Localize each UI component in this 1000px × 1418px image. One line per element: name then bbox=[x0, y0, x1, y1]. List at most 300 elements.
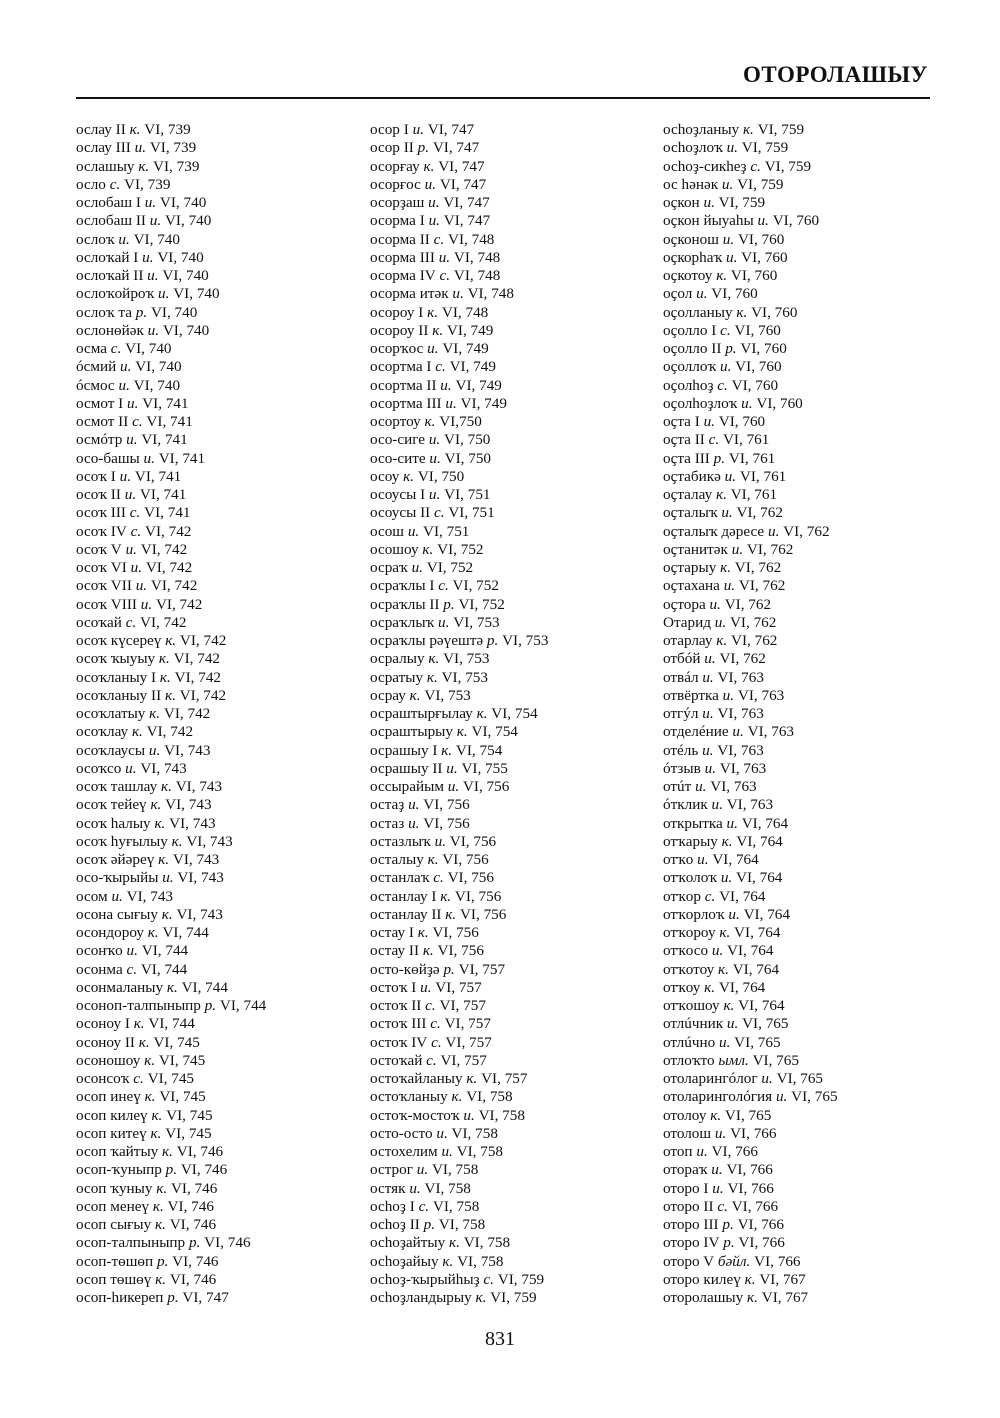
entry-headword: осраштырғылау bbox=[370, 705, 473, 722]
entry-headword: ослашыу bbox=[76, 157, 135, 175]
entry-grammar-label: р. bbox=[417, 139, 430, 157]
entry-headword: оҫтора bbox=[663, 595, 706, 613]
entry-grammar-label: с. bbox=[708, 431, 720, 449]
entry-headword: осоҡсо bbox=[76, 759, 122, 777]
entry-grammar-label: и. bbox=[147, 267, 159, 284]
index-entry bbox=[76, 778, 376, 796]
entry-headword: отлúчник bbox=[663, 1015, 724, 1033]
entry-headword: остоҡайланыу bbox=[370, 1070, 463, 1087]
index-entry bbox=[370, 158, 670, 176]
entry-grammar-label: и. bbox=[440, 376, 452, 394]
entry-grammar-label: с. bbox=[130, 522, 142, 540]
index-column-3 bbox=[663, 121, 963, 1307]
entry-headword: ослау II bbox=[76, 121, 126, 138]
entry-grammar-label: и. bbox=[429, 449, 441, 467]
entry-reference: VI, 749 bbox=[449, 358, 496, 376]
entry-reference: VI, 739 bbox=[124, 175, 171, 193]
entry-reference: VI, 759 bbox=[718, 194, 766, 211]
index-entry bbox=[76, 1070, 376, 1088]
index-entry bbox=[370, 322, 670, 340]
entry-headword: отоларинголóгия bbox=[663, 1088, 773, 1106]
entry-reference: VI, 744 bbox=[141, 942, 189, 960]
entry-headword: отúт bbox=[663, 778, 692, 795]
entry-grammar-label: и. bbox=[725, 248, 738, 266]
index-entry bbox=[370, 1107, 670, 1125]
index-entry bbox=[76, 705, 376, 723]
index-entry bbox=[76, 596, 376, 614]
entry-headword: осоҡ ташлау bbox=[76, 778, 158, 795]
entry-reference: VI, 759 bbox=[757, 121, 805, 138]
index-entry bbox=[76, 413, 376, 431]
entry-reference: VI, 759 bbox=[490, 1289, 537, 1306]
entry-headword: оҫолланыу bbox=[663, 303, 733, 321]
index-entry bbox=[370, 395, 670, 413]
index-entry bbox=[370, 961, 670, 979]
entry-headword: оҫта II bbox=[663, 431, 705, 449]
index-entry bbox=[76, 669, 376, 687]
entry-reference: VI, 763 bbox=[710, 778, 757, 795]
index-entry bbox=[370, 1125, 670, 1143]
index-entry bbox=[76, 1198, 376, 1216]
index-entry bbox=[370, 687, 670, 705]
entry-reference: VI, 742 bbox=[150, 577, 198, 595]
entry-headword: отоп bbox=[663, 1143, 693, 1160]
entry-headword: осоҡланыу II bbox=[76, 686, 162, 704]
entry-reference: VI, 743 bbox=[164, 741, 211, 759]
entry-grammar-label: к. bbox=[166, 978, 178, 996]
entry-reference: VI, 762 bbox=[724, 595, 772, 613]
entry-grammar-label: и. bbox=[445, 394, 457, 412]
index-entry bbox=[76, 1180, 376, 1198]
entry-headword: оҫкон bbox=[663, 194, 700, 211]
index-entry bbox=[76, 614, 376, 632]
entry-reference: VI, 744 bbox=[140, 960, 188, 978]
entry-grammar-label: к. bbox=[150, 796, 162, 814]
entry-grammar-label: и. bbox=[731, 540, 744, 558]
entry-reference: VI, 743 bbox=[172, 851, 220, 868]
entry-grammar-label: и. bbox=[118, 376, 130, 394]
entry-reference: VI, 763 bbox=[717, 705, 764, 722]
entry-headword: остяк bbox=[370, 1179, 406, 1197]
entry-grammar-label: и. bbox=[757, 212, 769, 230]
entry-headword: осорма III bbox=[370, 248, 435, 266]
entry-grammar-label: и. bbox=[721, 504, 733, 522]
entry-grammar-label: к. bbox=[466, 1070, 478, 1087]
entry-headword: отоpo III bbox=[663, 1216, 719, 1233]
entry-grammar-label: и. bbox=[702, 741, 714, 759]
entry-headword: осорғау bbox=[370, 157, 420, 175]
entry-reference: VI, 742 bbox=[140, 613, 187, 631]
entry-grammar-label: к. bbox=[716, 267, 728, 284]
entry-grammar-label: р. bbox=[156, 1252, 169, 1270]
entry-reference: VI, 758 bbox=[424, 1179, 471, 1197]
entry-reference: VI, 745 bbox=[153, 1033, 200, 1051]
entry-headword: осһоҙ-сикһеҙ bbox=[663, 157, 747, 175]
entry-reference: VI, 756 bbox=[449, 832, 497, 850]
entry-grammar-label: к. bbox=[161, 905, 173, 923]
entry-reference: VI, 742 bbox=[179, 686, 227, 704]
entry-reference: VI, 744 bbox=[162, 924, 209, 941]
index-entry bbox=[370, 176, 670, 194]
entry-reference: VI, 748 bbox=[441, 303, 489, 321]
entry-headword: оҫол bbox=[663, 285, 693, 303]
entry-reference: VI, 763 bbox=[717, 668, 764, 686]
entry-reference: VI, 741 bbox=[139, 486, 187, 503]
entry-headword: ослоҡ та bbox=[76, 303, 132, 321]
entry-reference: VI, 759 bbox=[737, 175, 784, 193]
index-entry bbox=[370, 778, 670, 796]
index-entry bbox=[663, 924, 963, 942]
index-entry bbox=[663, 1234, 963, 1252]
entry-grammar-label: и. bbox=[126, 942, 138, 960]
entry-grammar-label: к. bbox=[164, 686, 176, 704]
entry-grammar-label: и. bbox=[463, 1106, 475, 1124]
entry-reference: VI, 757 bbox=[435, 978, 482, 996]
entry-headword: осоҡай bbox=[76, 613, 122, 631]
entry-grammar-label: и. bbox=[142, 248, 154, 266]
entry-grammar-label: с. bbox=[750, 157, 761, 175]
index-entry bbox=[76, 1216, 376, 1234]
index-entry bbox=[370, 1088, 670, 1106]
index-entry bbox=[370, 632, 670, 650]
entry-reference: VI, 745 bbox=[166, 1106, 213, 1124]
index-entry bbox=[76, 340, 376, 358]
entry-reference: VI, 764 bbox=[738, 997, 785, 1014]
entry-grammar-label: к. bbox=[162, 1143, 173, 1160]
index-entry bbox=[663, 942, 963, 960]
entry-headword: осһоҙ II bbox=[370, 1216, 420, 1233]
entry-headword: осоноу I bbox=[76, 1015, 130, 1033]
index-entry bbox=[76, 961, 376, 979]
entry-reference: VI, 751 bbox=[423, 522, 470, 540]
index-entry bbox=[370, 358, 670, 376]
entry-reference: VI, 751 bbox=[444, 486, 491, 503]
entry-reference: VI, 764 bbox=[727, 942, 774, 960]
index-entry bbox=[76, 833, 376, 851]
entry-headword: отоларингóлог bbox=[663, 1070, 758, 1087]
entry-reference: VI, 742 bbox=[145, 559, 193, 576]
index-entry bbox=[76, 815, 376, 833]
index-entry bbox=[370, 1253, 670, 1271]
entry-reference: VI, 760 bbox=[751, 303, 798, 321]
entry-grammar-label: с. bbox=[126, 960, 138, 978]
entry-headword: ослоҡай I bbox=[76, 248, 139, 266]
entry-headword: оҫолһоҙ bbox=[663, 376, 714, 394]
entry-grammar-label: к. bbox=[424, 413, 436, 430]
index-entry bbox=[76, 760, 376, 778]
entry-grammar-label: к. bbox=[158, 650, 170, 668]
entry-grammar-label: и. bbox=[416, 1161, 429, 1179]
entry-grammar-label: и. bbox=[724, 467, 737, 485]
entry-grammar-label: и. bbox=[718, 1033, 731, 1051]
entry-headword: осоп сығыу bbox=[76, 1216, 152, 1233]
index-entry bbox=[370, 869, 670, 887]
entry-reference: VI, 745 bbox=[158, 1051, 206, 1069]
index-entry bbox=[663, 194, 963, 212]
index-entry bbox=[663, 1107, 963, 1125]
index-entry bbox=[76, 212, 376, 230]
entry-reference: VI, 749 bbox=[455, 376, 502, 394]
entry-headword: осорҙаш bbox=[370, 194, 425, 211]
index-entry bbox=[76, 1253, 376, 1271]
index-entry bbox=[370, 833, 670, 851]
entry-reference: VI, 750 bbox=[444, 431, 491, 449]
entry-reference: VI, 752 bbox=[458, 595, 505, 613]
index-entry bbox=[76, 1034, 376, 1052]
entry-reference: VI, 758 bbox=[463, 1234, 511, 1252]
entry-reference: VI, 761 bbox=[722, 431, 770, 449]
entry-headword: оҫконош bbox=[663, 230, 719, 248]
index-entry bbox=[76, 1125, 376, 1143]
entry-headword: оҫта I bbox=[663, 413, 700, 430]
entry-grammar-label: с. bbox=[717, 376, 728, 394]
index-entry bbox=[663, 997, 963, 1015]
entry-reference: VI, 760 bbox=[772, 212, 820, 230]
entry-headword: осоноп-талпыныпр bbox=[76, 997, 201, 1014]
entry-reference: VI, 760 bbox=[718, 413, 766, 430]
index-entry bbox=[370, 924, 670, 942]
entry-reference: VI, 743 bbox=[169, 814, 216, 832]
entry-reference: VI, 765 bbox=[724, 1106, 772, 1124]
index-entry bbox=[663, 395, 963, 413]
index-entry bbox=[76, 395, 376, 413]
entry-headword: осорғос bbox=[370, 175, 421, 193]
entry-reference: VI, 758 bbox=[457, 1252, 504, 1270]
entry-headword: осһоҙайтыу bbox=[370, 1234, 446, 1252]
header-rule bbox=[76, 97, 930, 99]
entry-reference: VI, 754 bbox=[491, 705, 538, 722]
index-entry bbox=[663, 541, 963, 559]
entry-grammar-label: и. bbox=[436, 1124, 448, 1142]
index-entry bbox=[76, 523, 376, 541]
running-head: ОТОРОЛАШЫУ bbox=[743, 62, 928, 87]
entry-headword: осоношоу bbox=[76, 1051, 141, 1069]
entry-grammar-label: бәйл. bbox=[717, 1252, 751, 1270]
entry-headword: осһоҙ-ҡырыйһыҙ bbox=[370, 1270, 480, 1288]
entry-reference: VI, 756 bbox=[423, 796, 470, 814]
entry-headword: осоп китеү bbox=[76, 1124, 147, 1142]
entry-grammar-label: к. bbox=[165, 632, 177, 649]
index-entry bbox=[76, 796, 376, 814]
entry-headword: осһоҙлоҡ bbox=[663, 139, 723, 157]
entry-reference: VI, 758 bbox=[456, 1143, 504, 1160]
index-entry bbox=[76, 322, 376, 340]
entry-grammar-label: ымл. bbox=[718, 1051, 749, 1069]
entry-headword: остоҡай bbox=[370, 1051, 423, 1069]
entry-reference: VI, 749 bbox=[442, 340, 489, 357]
entry-headword: осонҡо bbox=[76, 942, 123, 960]
entry-reference: VI, 764 bbox=[712, 851, 759, 868]
entry-grammar-label: к. bbox=[156, 1179, 168, 1197]
entry-headword: осоҡланыу I bbox=[76, 668, 157, 686]
entry-grammar-label: и. bbox=[126, 431, 138, 449]
entry-grammar-label: р. bbox=[165, 1161, 178, 1179]
entry-headword: оҫолло I bbox=[663, 321, 717, 339]
entry-grammar-label: и. bbox=[709, 595, 721, 613]
entry-headword: осоҡ VI bbox=[76, 559, 127, 576]
entry-reference: VI, 765 bbox=[742, 1015, 789, 1033]
entry-grammar-label: с. bbox=[439, 267, 451, 284]
index-entry bbox=[663, 450, 963, 468]
index-entry bbox=[370, 979, 670, 997]
index-entry bbox=[370, 669, 670, 687]
entry-headword: остаҙ bbox=[370, 796, 405, 814]
index-entry bbox=[76, 267, 376, 285]
entry-grammar-label: р. bbox=[443, 960, 455, 978]
entry-headword: ослонөйәк bbox=[76, 321, 144, 339]
entry-headword: отéль bbox=[663, 741, 699, 759]
entry-headword: отбóй bbox=[663, 650, 701, 668]
index-entry bbox=[76, 285, 376, 303]
index-entry bbox=[663, 377, 963, 395]
entry-reference: VI, 766 bbox=[727, 1179, 774, 1197]
entry-reference: VI, 739 bbox=[149, 139, 197, 157]
entry-reference: VI, 746 bbox=[176, 1143, 224, 1160]
entry-grammar-label: с. bbox=[110, 340, 122, 357]
entry-headword: осортоу bbox=[370, 413, 421, 430]
entry-reference: VI, 764 bbox=[736, 832, 783, 850]
entry-reference: VI, 743 bbox=[165, 796, 212, 814]
entry-headword: отораҡ bbox=[663, 1161, 708, 1179]
entry-grammar-label: к. bbox=[451, 1088, 463, 1106]
index-entry bbox=[663, 139, 963, 157]
entry-grammar-label: к. bbox=[144, 1051, 156, 1069]
entry-headword: оҫтарыу bbox=[663, 559, 717, 576]
entry-reference: VI, 747 bbox=[432, 139, 480, 157]
entry-reference: VI, 764 bbox=[741, 814, 789, 832]
entry-headword: осортма III bbox=[370, 394, 442, 412]
entry-headword: осоҡлаусы bbox=[76, 741, 146, 759]
index-entry bbox=[663, 158, 963, 176]
entry-headword: осонмаланыу bbox=[76, 978, 164, 996]
entry-headword: оҫкон йыуаһы bbox=[663, 212, 754, 230]
entry-grammar-label: к. bbox=[719, 924, 731, 941]
index-entry bbox=[370, 760, 670, 778]
entry-headword: отлúчно bbox=[663, 1033, 716, 1051]
entry-headword: оҫкотоу bbox=[663, 267, 713, 284]
entry-reference: VI, 753 bbox=[424, 686, 471, 704]
entry-reference: VI, 746 bbox=[180, 1161, 228, 1179]
entry-headword: отҡороу bbox=[663, 924, 716, 941]
entry-grammar-label: и. bbox=[424, 175, 437, 193]
entry-grammar-label: и. bbox=[408, 814, 420, 832]
index-entry bbox=[663, 504, 963, 522]
entry-reference: VI, 747 bbox=[439, 175, 487, 193]
entry-grammar-label: и. bbox=[722, 686, 735, 704]
entry-reference: VI, 757 bbox=[439, 997, 486, 1014]
index-entry bbox=[76, 723, 376, 741]
entry-grammar-label: к. bbox=[151, 1106, 163, 1124]
entry-grammar-label: к. bbox=[476, 705, 488, 722]
entry-grammar-label: с. bbox=[431, 1033, 442, 1051]
entry-grammar-label: к. bbox=[456, 723, 468, 741]
entry-reference: VI, 743 bbox=[175, 778, 223, 795]
entry-reference: VI, 764 bbox=[718, 978, 766, 996]
entry-grammar-label: и. bbox=[446, 759, 458, 777]
entry-grammar-label: и. bbox=[127, 394, 139, 412]
entry-grammar-label: и. bbox=[719, 358, 732, 376]
index-entry bbox=[370, 942, 670, 960]
entry-reference: VI, 745 bbox=[147, 1070, 195, 1087]
entry-headword: óтзыв bbox=[663, 759, 701, 777]
entry-headword: осорма итәк bbox=[370, 285, 449, 303]
entry-reference: VI, 742 bbox=[174, 668, 222, 686]
entry-reference: VI, 749 bbox=[446, 321, 494, 339]
index-entry bbox=[370, 139, 670, 157]
entry-reference: VI, 740 bbox=[150, 303, 198, 321]
entry-reference: VI, 765 bbox=[791, 1088, 838, 1106]
entry-reference: VI, 757 bbox=[481, 1070, 528, 1087]
entry-reference: VI, 766 bbox=[731, 1197, 779, 1215]
index-entry bbox=[663, 1161, 963, 1179]
entry-headword: осо-сите bbox=[370, 449, 426, 467]
entry-grammar-label: и. bbox=[452, 285, 464, 303]
entry-headword: осһоҙланыу bbox=[663, 121, 740, 138]
entry-grammar-label: к. bbox=[440, 887, 452, 905]
entry-reference: VI, 756 bbox=[462, 778, 510, 795]
index-entry bbox=[76, 1088, 376, 1106]
entry-reference: VI, 744 bbox=[181, 978, 228, 996]
entry-headword: осоҡ III bbox=[76, 504, 126, 522]
entry-reference: VI, 766 bbox=[730, 1124, 777, 1142]
index-entry bbox=[76, 468, 376, 486]
index-entry bbox=[76, 1161, 376, 1179]
entry-reference: VI, 752 bbox=[452, 577, 499, 595]
entry-grammar-label: к. bbox=[158, 851, 170, 868]
entry-reference: VI, 744 bbox=[148, 1015, 195, 1033]
index-entry bbox=[370, 541, 670, 559]
index-entry bbox=[663, 176, 963, 194]
index-entry bbox=[663, 888, 963, 906]
entry-reference: VI, 762 bbox=[746, 540, 794, 558]
entry-headword: осоп-һикереп bbox=[76, 1289, 164, 1306]
entry-headword: осоп ҡуныу bbox=[76, 1179, 153, 1197]
entry-reference: VI, 746 bbox=[167, 1197, 214, 1215]
entry-headword: остоҡ II bbox=[370, 997, 422, 1014]
entry-grammar-label: и. bbox=[447, 778, 460, 795]
entry-grammar-label: р. bbox=[167, 1289, 179, 1306]
entry-reference: VI, 740 bbox=[173, 285, 220, 303]
entry-headword: осоноу II bbox=[76, 1033, 135, 1051]
entry-reference: VI, 762 bbox=[719, 650, 766, 668]
entry-headword: отарлау bbox=[663, 632, 713, 649]
entry-headword: óсмос bbox=[76, 376, 115, 394]
entry-grammar-label: и. bbox=[711, 942, 724, 960]
entry-grammar-label: с. bbox=[133, 1070, 144, 1087]
entry-grammar-label: к. bbox=[403, 467, 415, 485]
entry-grammar-label: к. bbox=[432, 321, 444, 339]
entry-reference: VI, 742 bbox=[179, 632, 227, 649]
entry-grammar-label: с. bbox=[433, 869, 444, 887]
entry-grammar-label: к. bbox=[744, 1270, 756, 1288]
entry-headword: ослобаш I bbox=[76, 194, 141, 211]
entry-grammar-label: и. bbox=[775, 1088, 788, 1106]
entry-headword: осондороу bbox=[76, 924, 144, 941]
entry-reference: VI, 760 bbox=[730, 267, 778, 284]
entry-reference: VI, 763 bbox=[719, 759, 767, 777]
index-entry bbox=[663, 1289, 963, 1307]
index-entry bbox=[663, 1052, 963, 1070]
entry-reference: VI, 741 bbox=[141, 431, 188, 449]
entry-reference: VI, 758 bbox=[478, 1106, 525, 1124]
entry-headword: осоп менеү bbox=[76, 1197, 150, 1215]
index-entry bbox=[76, 194, 376, 212]
entry-reference: VI, 761 bbox=[730, 486, 778, 503]
entry-grammar-label: к. bbox=[710, 1106, 722, 1124]
entry-reference: VI, 740 bbox=[157, 248, 204, 266]
index-entry bbox=[370, 1289, 670, 1307]
entry-grammar-label: и. bbox=[428, 431, 441, 449]
